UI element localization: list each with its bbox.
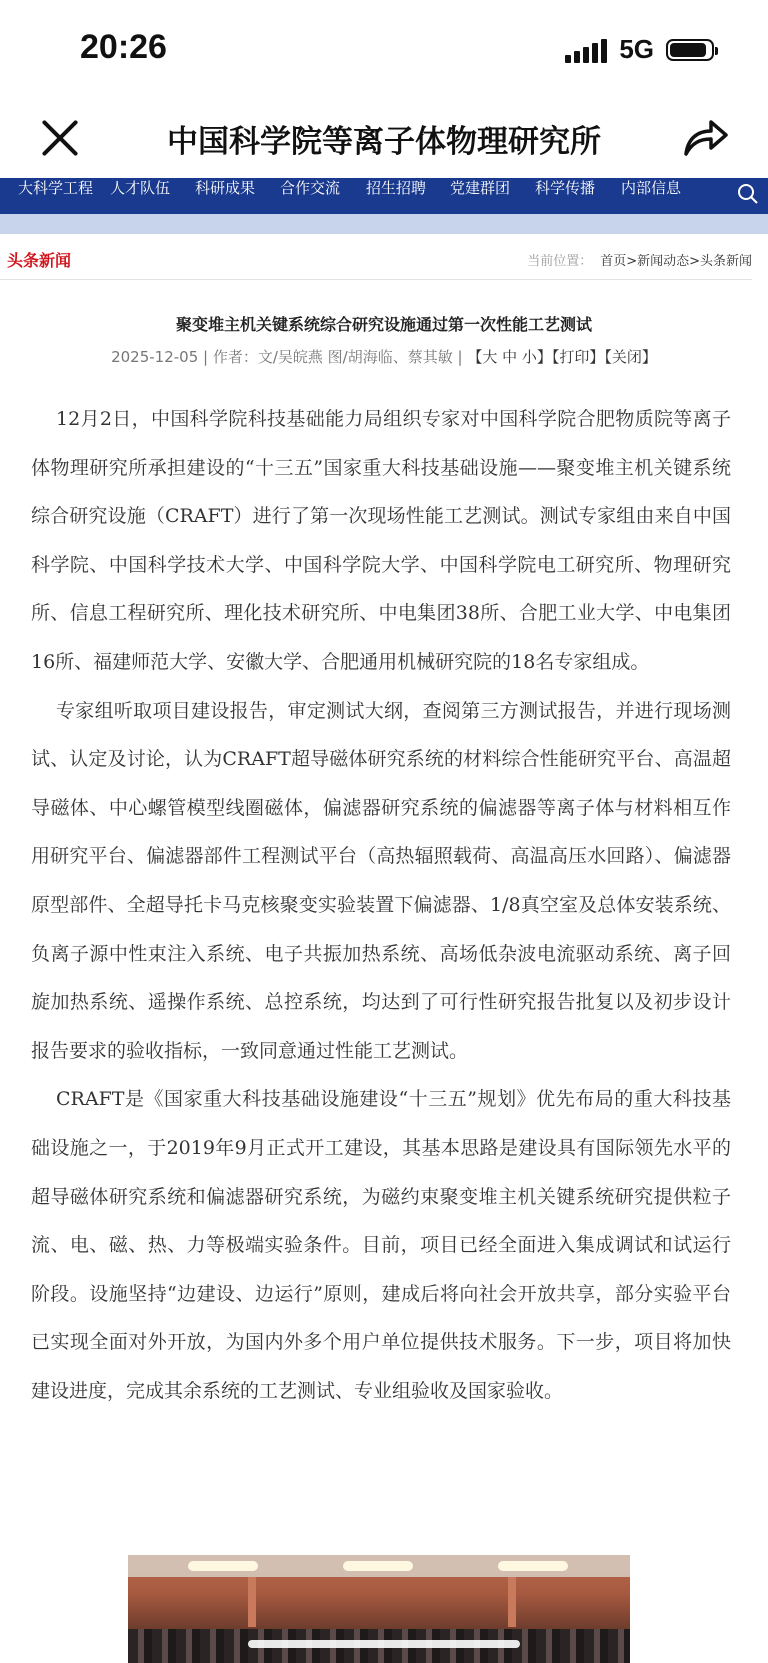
- nav-items: [0, 178, 768, 210]
- breadcrumb-path[interactable]: 首页>新闻动态>头条新闻: [600, 254, 752, 269]
- close-icon[interactable]: [38, 116, 82, 160]
- home-indicator[interactable]: [248, 1640, 520, 1648]
- photo-light: [498, 1561, 568, 1571]
- meta-separator: |: [452, 348, 468, 366]
- article-paragraph: CRAFT是《国家重大科技基础设施建设“十三五”规划》优先布局的重大科技基础设施之一，于2019年9月正式开工建设，其基本思路是建设具有国际领先水平的超导磁体研究系统和偏滤器研究系统，为磁约束聚变堆主机关键系统研究提供粒子流、电、磁、热、力等极端实验条件。目前，项目已经全面进入集成调试和试运行阶段。设施坚持“边建设、边运行”原则，建成后将向社会开放共享，部分实验平台已实现全面对外开放，为国内外多个用户单位提供技术服务。下一步，项目将加快建设进度，完成其余系统的工艺测试、专业组验收及国家验收。: [31, 1088, 731, 1402]
- nav-item[interactable]: 科研成果: [195, 179, 256, 197]
- article-title: 聚变堆主机关键系统综合研究设施通过第一次性能工艺测试: [175, 315, 592, 334]
- article-meta: [0, 346, 768, 367]
- article-author: 文/吴皖燕 图/胡海临、蔡其敏: [257, 348, 453, 366]
- network-type: 5G: [619, 34, 654, 64]
- site-nav: [0, 178, 768, 214]
- article-paragraph: 专家组听取项目建设报告，审定测试大纲，查阅第三方测试报告，并进行现场测试、认定及讨论，认为CRAFT超导磁体研究系统的材料综合性能研究平台、高温超导磁体、中心螺管模型线圈磁体，偏滤器研究系统的偏滤器等离子体与材料相互作用研究平台、偏滤器部件工程测试平台（高热辐照载荷、高温高压水回路）、偏滤器原型部件、全超导托卡马克核聚变实验装置下偏滤器、1/8真空室及总体安装系统、负离子源中性束注入系统、电子共振加热系统、高场低杂波电流驱动系统、离子回旋加热系统、遥操作系统、总控系统，均达到了可行性研究报告批复以及初步设计报告要求的验收指标，一致同意通过性能工艺测试。: [31, 699, 731, 1062]
- signal-icon: [565, 37, 607, 63]
- status-bar: [0, 0, 768, 100]
- app-header: [0, 100, 768, 178]
- battery-icon: [666, 39, 714, 61]
- nav-item[interactable]: 党建群团: [450, 179, 511, 197]
- page-title: 中国科学院等离子体物理研究所: [167, 124, 601, 160]
- article-paragraph: 12月2日，中国科学院科技基础能力局组织专家对中国科学院合肥物质院等离子体物理研究所承担建设的“十三五”国家重大科技基础设施——聚变堆主机关键系统综合研究设施（CRAFT）进行了第一次现场性能工艺测试。测试专家组由来自中国科学院、中国科学技术大学、中国科学院大学、中国科学院电工研究所、物理研究所、信息工程研究所、理化技术研究所、中电集团38所、合肥工业大学、中电集团16所、福建师范大学、安徽大学、合肥通用机械研究院的18名专家组成。: [31, 408, 731, 673]
- breadcrumb-label: 当前位置：: [527, 254, 593, 269]
- nav-item[interactable]: 招生招聘: [366, 179, 427, 197]
- battery-level: [670, 43, 706, 57]
- photo-light: [188, 1561, 258, 1571]
- print-link[interactable]: 【打印】: [551, 348, 605, 366]
- close-link[interactable]: 【关闭】: [604, 348, 657, 366]
- section-header: [0, 234, 752, 280]
- photo-wall: [508, 1577, 516, 1627]
- breadcrumb: [527, 250, 752, 269]
- nav-item[interactable]: 人才队伍: [110, 179, 171, 197]
- share-icon[interactable]: [680, 114, 730, 160]
- photo-wall: [248, 1577, 256, 1627]
- nav-item[interactable]: 合作交流: [280, 179, 341, 197]
- section-title: 头条新闻: [7, 251, 72, 270]
- search-icon[interactable]: [736, 182, 760, 206]
- photo-light: [343, 1561, 413, 1571]
- nav-band: [0, 214, 768, 234]
- nav-item[interactable]: 科学传播: [535, 179, 596, 197]
- nav-item[interactable]: 内部信息: [621, 179, 682, 197]
- status-indicators: [565, 34, 714, 65]
- article-date: 2025-12-05 | 作者：: [111, 348, 258, 366]
- article-body: [31, 395, 731, 1415]
- nav-item[interactable]: 大科学工程: [18, 179, 94, 197]
- status-time: 20:26: [80, 28, 167, 66]
- font-size-controls[interactable]: 【大 中 小】: [467, 348, 552, 366]
